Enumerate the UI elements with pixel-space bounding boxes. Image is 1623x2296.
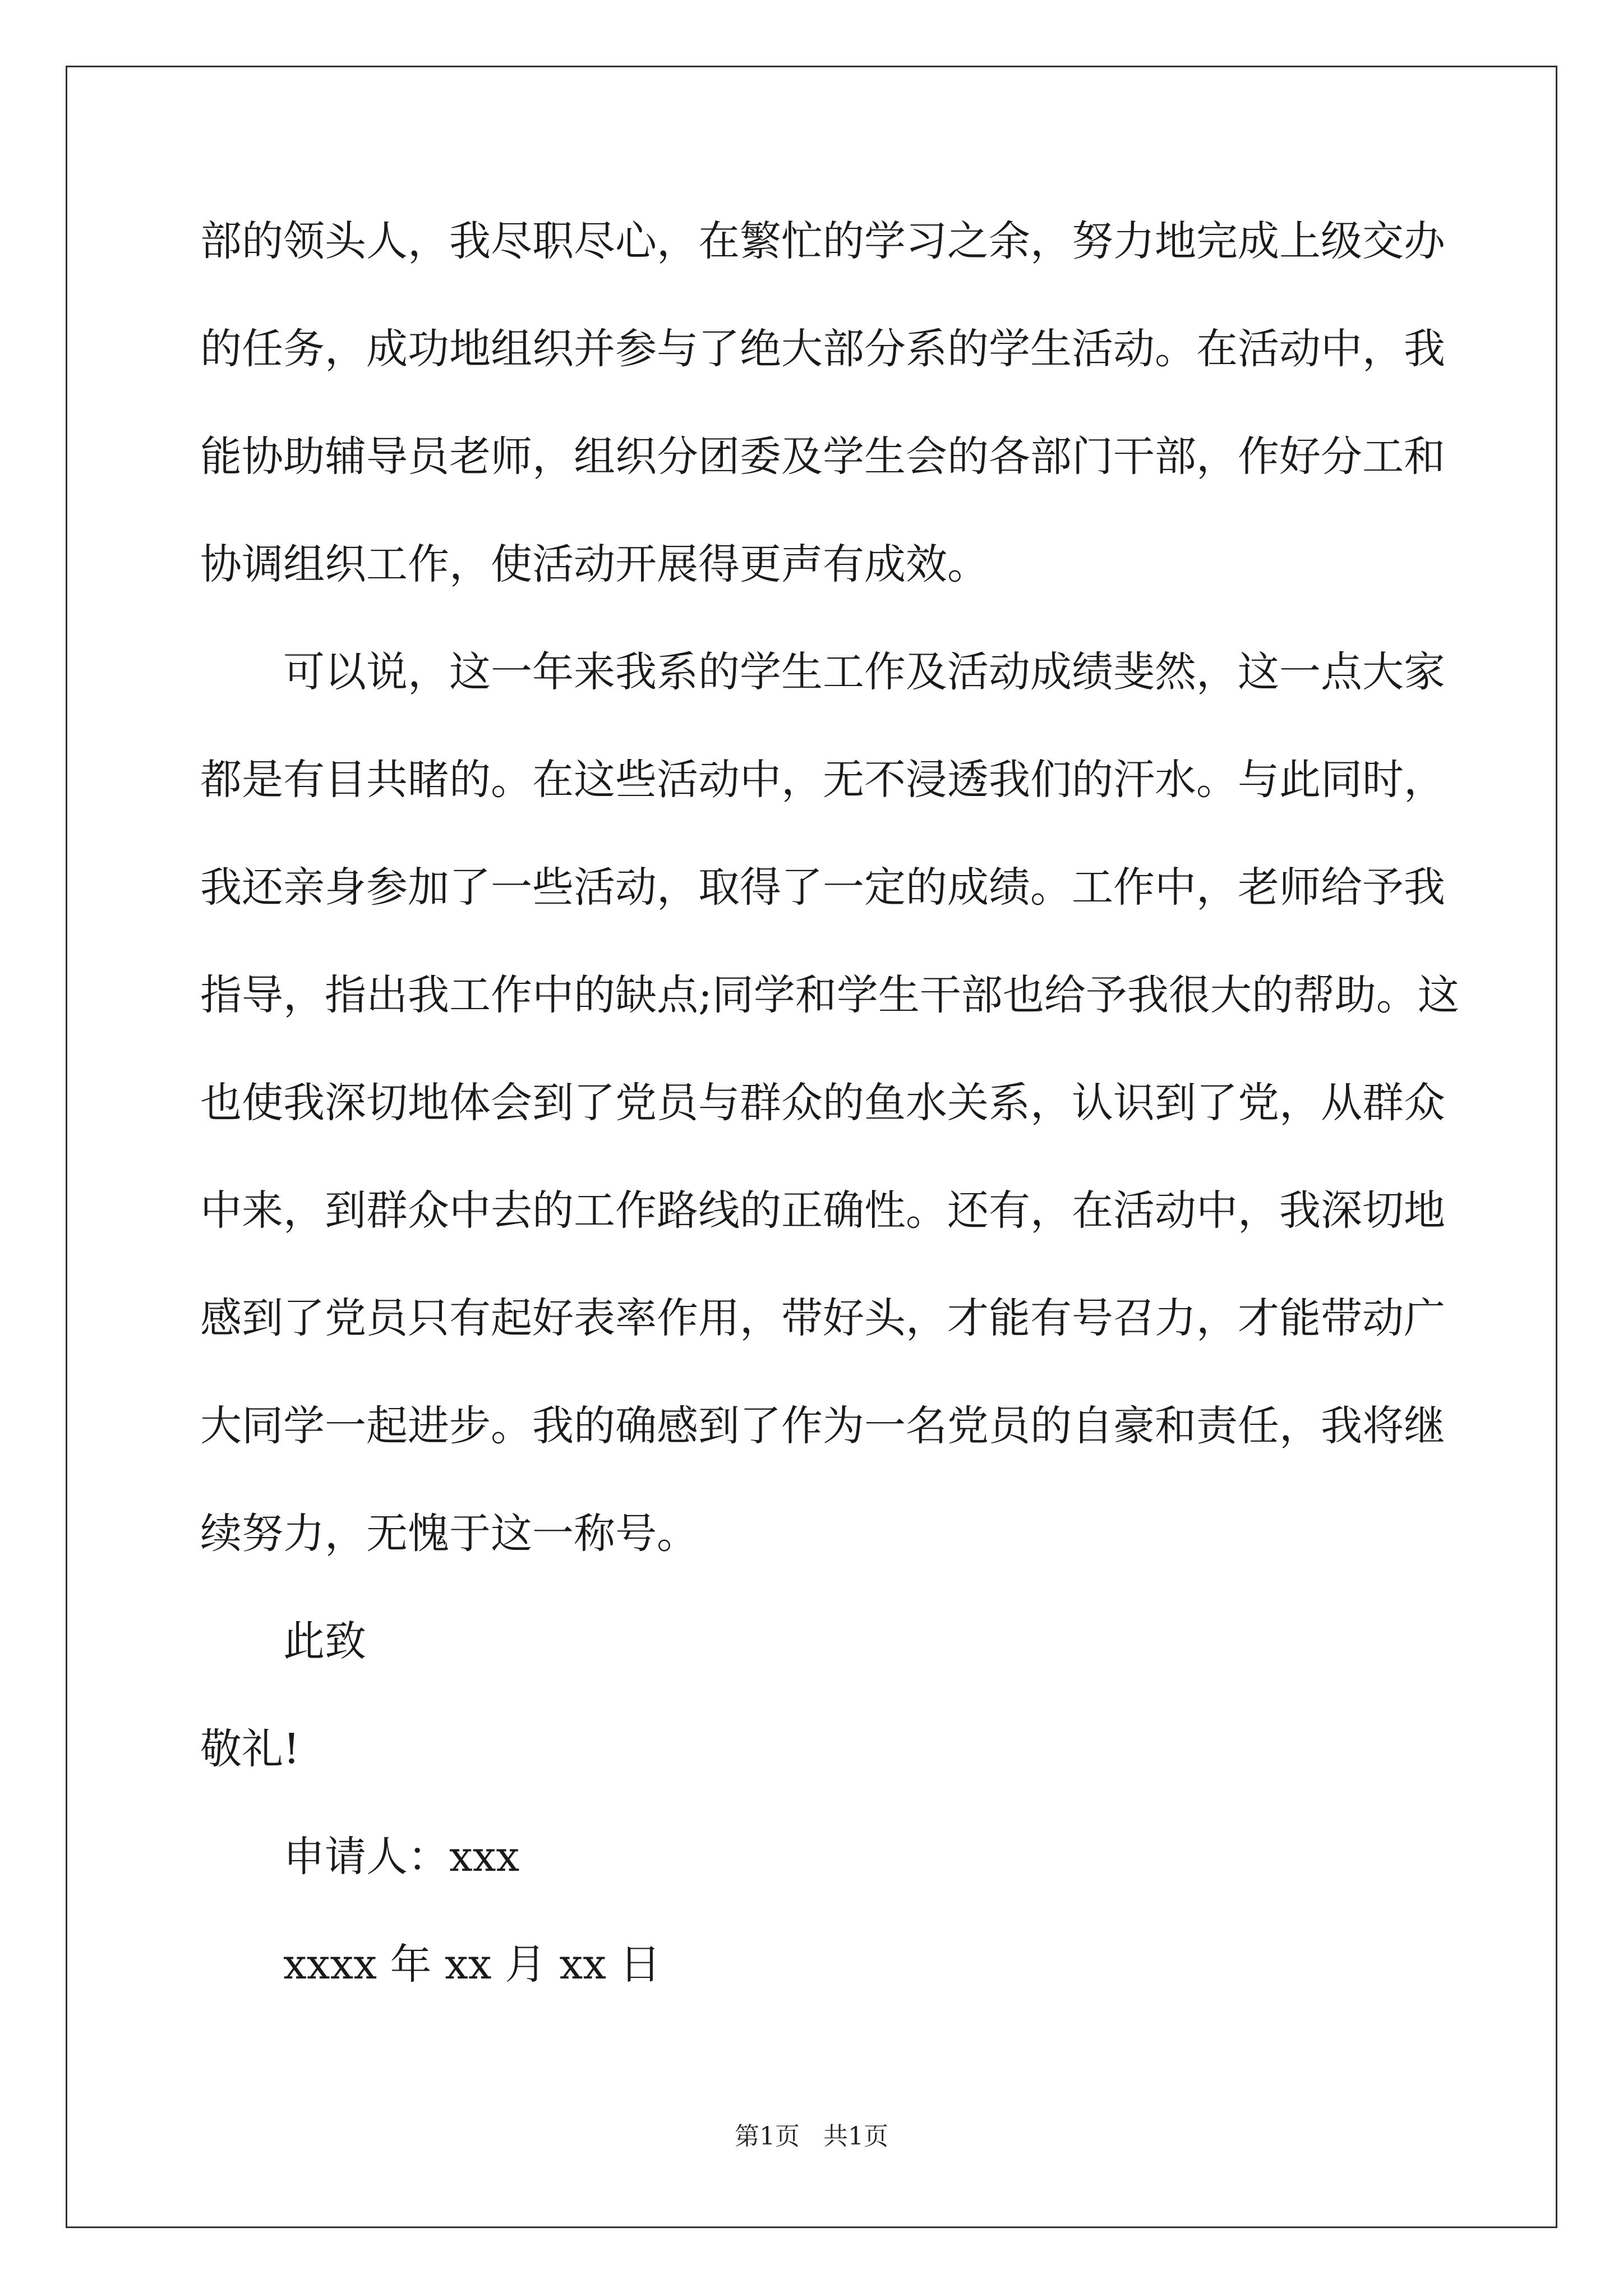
applicant-line: 申请人：xxx: [283, 1833, 520, 1881]
salute-line: 敬礼!: [200, 1725, 300, 1773]
text-line: 可以说，这一年来我系的学生工作及活动成绩斐然，这一点大家: [283, 648, 1445, 696]
letter-body: [200, 208, 1459, 2039]
text-line: 协调组织工作，使活动开展得更声有成效。: [200, 540, 989, 588]
text-line: 部的领头人，我尽职尽心，在繁忙的学习之余，努力地完成上级交办: [200, 217, 1445, 265]
text-line: 感到了党员只有起好表率作用，带好头，才能有号召力，才能带动广: [200, 1294, 1445, 1342]
page-number: 第1页: [735, 2122, 800, 2151]
text-line: 续努力，无愧于这一称号。: [200, 1510, 698, 1558]
page-total: 共1页: [823, 2122, 888, 2151]
text-line: 指导，指出我工作中的缺点;同学和学生干部也给予我很大的帮助。这: [200, 971, 1459, 1019]
text-line: 能协助辅导员老师，组织分团委及学生会的各部门干部，作好分工和: [200, 432, 1445, 481]
closing-line: 此致: [283, 1617, 366, 1665]
footer-spacer: [800, 2122, 823, 2151]
page-footer: [0, 2121, 1623, 2152]
text-line: 中来，到群众中去的工作路线的正确性。还有，在活动中，我深切地: [200, 1186, 1445, 1235]
text-line: 的任务，成功地组织并参与了绝大部分系的学生活动。在活动中，我: [200, 325, 1445, 373]
text-line: 大同学一起进步。我的确感到了作为一名党员的自豪和责任，我将继: [200, 1402, 1445, 1450]
text-line: 我还亲身参加了一些活动，取得了一定的成绩。工作中，老师给予我: [200, 863, 1445, 912]
date-line: xxxx 年 xx 月 xx 日: [283, 1940, 661, 1989]
text-line: 也使我深切地体会到了党员与群众的鱼水关系，认识到了党，从群众: [200, 1079, 1445, 1127]
text-line: 都是有目共睹的。在这些活动中，无不浸透我们的汗水。与此同时，: [200, 756, 1445, 804]
